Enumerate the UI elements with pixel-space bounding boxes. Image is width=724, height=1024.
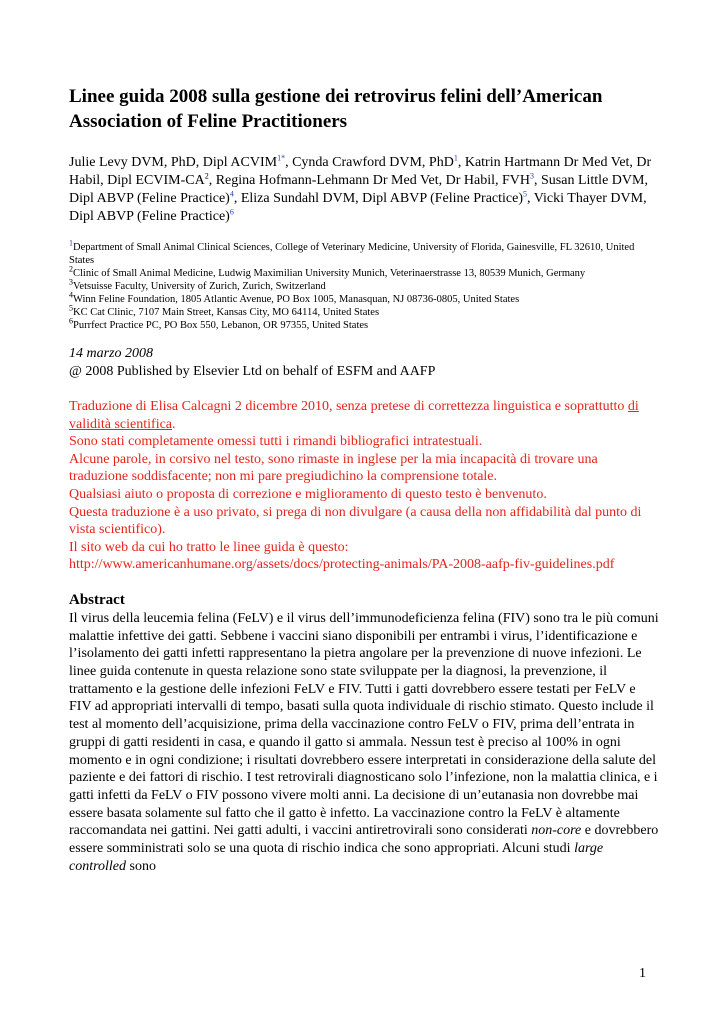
italic-term: non-core bbox=[531, 823, 582, 839]
author-superscript: 1 bbox=[453, 153, 458, 163]
document-page bbox=[69, 84, 659, 875]
author-superscript: 4 bbox=[229, 189, 234, 199]
author: Regina Hofmann-Lehmann Dr Med Vet, Dr Habil, FVH$^3$, bbox=[215, 171, 542, 188]
affiliation: $^5$KC Cat Clinic, 7107 Main Street, Kansas City, MO 64114, United States bbox=[69, 303, 380, 318]
translator-note-line: Sono stati completamente omessi tutti i rimandi bibliografici intratestuali. bbox=[69, 434, 483, 450]
author: Susan Little DVM, Dipl ABVP (Feline Practice)$^4$, bbox=[69, 173, 648, 206]
author-superscript: 3 bbox=[530, 171, 535, 181]
author: Cynda Crawford DVM, PhD$^1$, bbox=[292, 153, 465, 170]
author: Eliza Sundahl DVM, Dipl ABVP (Feline Practice)$^5$, bbox=[240, 189, 534, 206]
underlined-phrase: di validità scientifica bbox=[69, 399, 639, 432]
affiliation: $^4$Winn Feline Foundation, 1805 Atlantic Avenue, PO Box 1005, Manasquan, NJ 08736-0805, United States bbox=[69, 290, 520, 305]
publication-info bbox=[69, 345, 659, 381]
document-title: Linee guida 2008 sulla gestione dei retrovirus felini dell’American Association of Feline Practitioners bbox=[69, 86, 603, 132]
author: Julie Levy DVM, PhD, Dipl $ACVIM^{1*}$, bbox=[69, 153, 293, 170]
affiliation: $^2$Clinic of Small Animal Medicine, Ludwig Maximilian University Munich, Veterinaerstrasse 13, 80539 Munich, Germany bbox=[69, 264, 586, 279]
italic-term: large controlled bbox=[69, 841, 604, 874]
author-list bbox=[69, 154, 659, 226]
author-superscript: 2 bbox=[204, 171, 209, 181]
affiliation-list bbox=[69, 238, 659, 332]
author-superscript: 5 bbox=[523, 189, 528, 199]
source-url-link[interactable]: http://www.americanhumane.org/assets/docs/protecting-animals/PA-2008-aafp-fiv-guidelines.pdf bbox=[69, 557, 615, 573]
translator-note-line: Alcune parole, in corsivo nel testo, sono rimaste in inglese per la mia incapacità di trovare una traduzione soddisfacente; non mi pare pregiudichino la comprensione totale. bbox=[69, 451, 598, 485]
affiliation: $^1$Department of Small Animal Clinical Sciences, College of Veterinary Medicine, University of Florida, Gainesville, FL 32610, United States bbox=[69, 238, 635, 266]
author: Katrin Hartmann Dr Med Vet, Dr Habil, Dipl ECVIM-$CA^2$, bbox=[69, 155, 652, 188]
affiliation: $^6$Purrfect Practice PC, PO Box 550, Lebanon, OR 97355, United States bbox=[69, 316, 369, 331]
abstract-body: Il virus della leucemia felina (FeLV) e il virus dell’immunodeficienza felina (FIV) sono tra le più comuni malattie infettive dei gatti. Sebbene i vaccini siano disponibili per entrambi i virus, l’identificazione e l’isolamento dei gatti infetti rappresentano la pietra angolare per la prevenzione di nuove infezioni. Le linee guida contenute in questa relazione sono state sviluppate per la diagnosi, la prevenzione, il trattamento e la gestione delle infezioni FeLV e FIV. Tutti i gatti dovrebbero essere testati per FeLV e FIV ad appropriati intervalli di tempo, basati sulla quota individuale di rischio stimato. Questo include il test al momento dell’acquisizione, prima della vaccinazione contro FeLV o FIV, prima dell’entrata in gruppi di gatti residenti in casa, e quando il gatto si ammala. Nessun test è preciso al 100% in ogni momento e in ogni condizione; i risultati dovrebbero essere interpretati in considerazione della salute del paziente e dei fattori di rischio. I test retrovirali diagnosticano solo l’infezione, non la malattia clinica, e i gatti infetti da FeLV o FIV possono vivere molti anni. La decisione di un’eutanasia non dovrebbe mai essere basata solamente sul fatto che il gatto è infetto. La vaccinazione contro la FeLV è altamente raccomandata nei gattini. Nei gatti adulti, i vaccini antiretrovirali sono considerati non-core e dovrebbero essere somministrati solo se una quota di rischio indica che sono appropriati. Alcuni studi large controlled sono bbox=[69, 610, 659, 874]
author-superscript: 6 bbox=[229, 207, 234, 217]
translator-note-line: Qualsiasi aiuto o proposta di correzione e miglioramento di questo testo è benvenuto. bbox=[69, 486, 547, 502]
translator-note bbox=[69, 398, 659, 574]
translator-note-line: Questa traduzione è a uso privato, si prega di non divulgare (a causa della non affidabilità dal punto di vista scientifico). bbox=[69, 504, 642, 538]
author: Vicki Thayer DVM, Dipl ABVP (Feline Practice)$^6$ bbox=[69, 191, 647, 224]
page-number: 1 bbox=[639, 966, 646, 981]
affiliation: $^3$Vetsuisse Faculty, University of Zurich, Zurich, Switzerland bbox=[69, 277, 326, 292]
publication-date: 14 marzo 2008 bbox=[69, 346, 154, 361]
publisher-line: @ 2008 Published by Elsevier Ltd on behalf of ESFM and AAFP bbox=[69, 364, 436, 379]
translator-credit: Traduzione di Elisa Calcagni 2 dicembre 2010, senza pretese di correttezza linguistica e soprattutto di validità scientifica. bbox=[69, 399, 639, 432]
author-superscript: 1* bbox=[277, 153, 286, 163]
translator-note-line: Il sito web da cui ho tratto le linee guida è questo: bbox=[69, 539, 349, 555]
abstract-heading: Abstract bbox=[69, 591, 125, 608]
